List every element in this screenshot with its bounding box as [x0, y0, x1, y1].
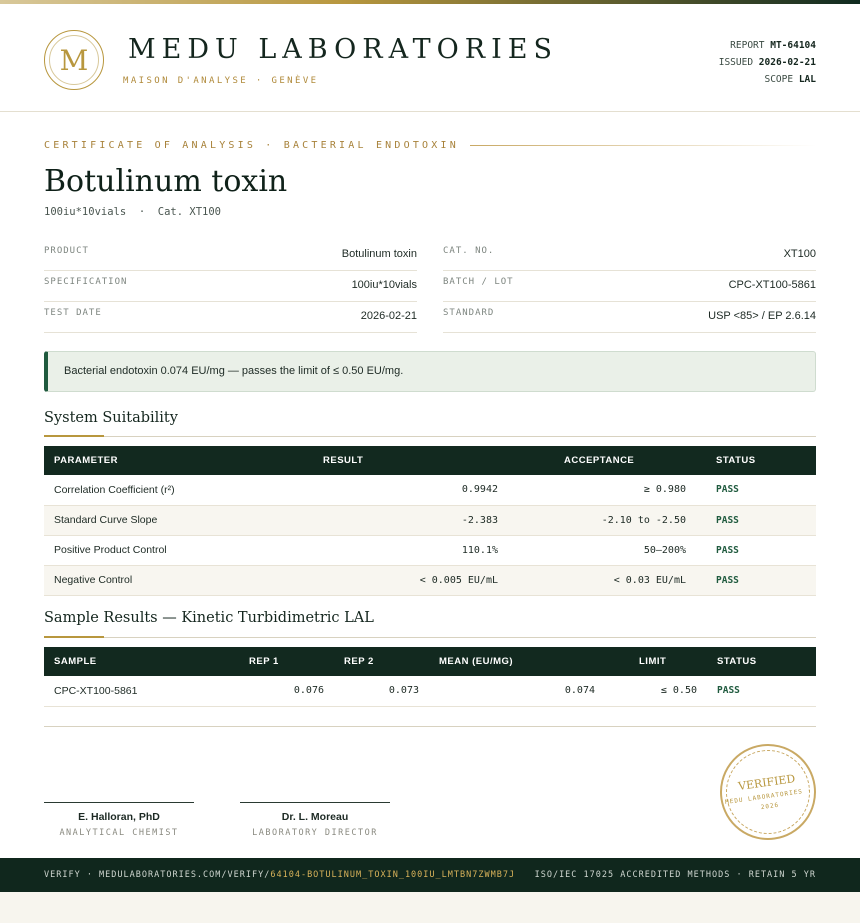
section-divider [44, 637, 816, 638]
meta-scope-label: SCOPE [764, 74, 794, 85]
signature-name: E. Halloran, PhD [78, 811, 160, 823]
signature-divider [44, 726, 816, 727]
info-label: STANDARD [443, 308, 495, 318]
column-header: STATUS [707, 647, 816, 676]
cell-acceptance: ≥ 0.980 [504, 475, 706, 505]
section-accent [44, 636, 104, 638]
info-value: XT100 [783, 248, 816, 260]
section-title-samples: Sample Results — Kinetic Turbidimetric LAL [44, 610, 374, 626]
signature-role: LABORATORY DIRECTOR [252, 828, 378, 838]
brand-tagline: MAISON D'ANALYSE · GENÈVE [123, 76, 319, 86]
accreditation-note: ISO/IEC 17025 ACCREDITED METHODS · RETAIN 5 YR [534, 870, 816, 880]
cell-mean: 0.074 [429, 676, 599, 706]
verify-link[interactable]: 64104-BOTULINUM_TOXIN_100IU_LMTBN7ZWMB7J [270, 870, 516, 880]
info-label: SPECIFICATION [44, 277, 128, 287]
cell-limit: ≤ 0.50 [599, 676, 707, 706]
meta-report [719, 37, 816, 54]
meta-issued-value: 2026-02-21 [758, 57, 816, 68]
status-badge: PASS [706, 505, 816, 535]
column-header: LIMIT [599, 647, 707, 676]
info-label: PRODUCT [44, 246, 89, 256]
cell-result: -2.383 [314, 505, 504, 535]
section-divider [44, 436, 816, 437]
seal-word: VERIFIED [737, 772, 797, 794]
info-value: USP <85> / EP 2.6.14 [708, 310, 816, 322]
table-header-row [44, 446, 816, 475]
page-footer [0, 858, 860, 892]
certificate-sheet [0, 4, 860, 858]
cell-acceptance: 50–200% [504, 535, 706, 565]
column-header: MEAN (EU/MG) [429, 647, 599, 676]
info-value: Botulinum toxin [341, 248, 417, 260]
signature-name: Dr. L. Moreau [281, 811, 349, 823]
info-label: CAT. NO. [443, 246, 495, 256]
result-banner-text: Bacterial endotoxin 0.074 EU/mg — passes the limit of ≤ 0.50 EU/mg. [64, 365, 404, 377]
column-header: ACCEPTANCE [504, 446, 706, 475]
info-row-cat-no [443, 240, 816, 271]
cell-acceptance: -2.10 to -2.50 [504, 505, 706, 535]
cell-acceptance: < 0.03 EU/mL [504, 565, 706, 595]
logo-letter: M [49, 35, 99, 85]
meta-issued [719, 54, 816, 71]
cell-parameter: Standard Curve Slope [44, 505, 314, 535]
column-header: REP 1 [239, 647, 334, 676]
table-header-row [44, 647, 816, 676]
brand-name: MEDU LABORATORIES [128, 34, 558, 65]
page-title: Botulinum toxin [44, 164, 288, 199]
info-row-standard [443, 302, 816, 333]
samples-table [44, 647, 816, 707]
page-subtitle: 100iu*10vials · Cat. XT100 [44, 206, 222, 218]
cell-parameter: Negative Control [44, 565, 314, 595]
info-label: TEST DATE [44, 308, 102, 318]
table-row [44, 535, 816, 565]
page-header [0, 4, 860, 112]
suitability-table [44, 446, 816, 596]
cell-result: < 0.005 EU/mL [314, 565, 504, 595]
column-header: PARAMETER [44, 446, 314, 475]
status-badge: PASS [706, 475, 816, 505]
cell-parameter: Correlation Coefficient (r²) [44, 475, 314, 505]
cell-rep2: 0.073 [334, 676, 429, 706]
info-row-product [44, 240, 417, 271]
table-row [44, 475, 816, 505]
info-right-column [443, 240, 816, 333]
info-row-batch [443, 271, 816, 302]
cell-result: 0.9942 [314, 475, 504, 505]
meta-report-value: MT-64104 [770, 40, 816, 51]
info-value: 100iu*10vials [351, 279, 417, 291]
column-header: SAMPLE [44, 647, 239, 676]
info-row-specification [44, 271, 417, 302]
table-row [44, 505, 816, 535]
info-row-test-date [44, 302, 417, 333]
section-title-suitability: System Suitability [44, 410, 178, 426]
verify-prefix: VERIFY · MEDULABORATORIES.COM/VERIFY/ [44, 870, 271, 880]
table-row [44, 676, 816, 706]
signature-role: ANALYTICAL CHEMIST [59, 828, 179, 838]
result-banner [44, 351, 816, 392]
cell-parameter: Positive Product Control [44, 535, 314, 565]
status-badge: PASS [706, 535, 816, 565]
cell-rep1: 0.076 [239, 676, 334, 706]
report-meta [719, 37, 816, 88]
signature-block-director [240, 802, 390, 838]
info-value: CPC-XT100-5861 [728, 279, 816, 291]
table-row [44, 565, 816, 595]
info-left-column [44, 240, 417, 333]
kicker-divider [470, 145, 816, 146]
signature-block-chemist [44, 802, 194, 838]
column-header: REP 2 [334, 647, 429, 676]
verify-line [44, 870, 515, 880]
status-badge: PASS [707, 676, 816, 706]
column-header: RESULT [314, 446, 504, 475]
verified-seal-icon [714, 738, 822, 846]
meta-scope [719, 71, 816, 88]
status-badge: PASS [706, 565, 816, 595]
meta-scope-value: LAL [798, 74, 816, 85]
meta-report-label: REPORT [730, 40, 765, 51]
cell-sample: CPC-XT100-5861 [44, 676, 239, 706]
logo-icon [44, 30, 104, 90]
info-value: 2026-02-21 [360, 310, 417, 322]
column-header: STATUS [706, 446, 816, 475]
section-accent [44, 435, 104, 437]
cell-result: 110.1% [314, 535, 504, 565]
document-kicker: CERTIFICATE OF ANALYSIS · BACTERIAL ENDOTOXIN [44, 140, 459, 151]
info-label: BATCH / LOT [443, 277, 514, 287]
meta-issued-label: ISSUED [718, 57, 754, 68]
seal-subtext: MEDU LABORATORIES · 2026 [724, 786, 813, 812]
